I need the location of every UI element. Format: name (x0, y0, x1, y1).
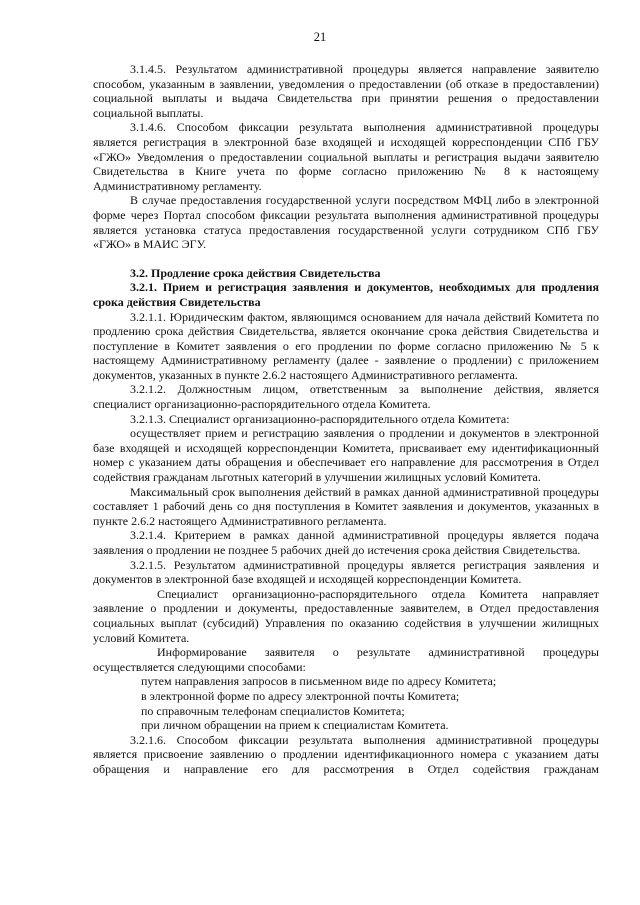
paragraph-3-2-1-6: 3.2.1.6. Способом фиксации результата выполнения административной процедуры является присвоение заявлению о продлении идентификационного номера с указанием даты обращения и направление его для рассмотрения в Отдел содействия гражданам (93, 732, 599, 776)
spacer (93, 252, 599, 266)
paragraph-3-1-4-5: 3.1.4.5. Результатом административной процедуры является направление заявителю способом, указанным в заявлении, уведомления о предоставлении (об отказе в предоставлении) социальной выплаты и выдача Свидетельства при принятии решения о предоставлении социальной выплаты. (93, 62, 599, 120)
page-number: 21 (313, 30, 327, 44)
list-item: путем направления запросов в письменном виде по адресу Комитета; (141, 674, 497, 689)
paragraph-specialist-directs: Специалист организационно-распорядительного отдела Комитета направляет заявление о продлении и документы, предоставленные заявителем, в Отдел предоставления социальных выплат (субсидий) Управления по оказанию содействия в улучшении жилищных условий Комитета. (93, 586, 599, 645)
paragraph-registration: осуществляет прием и регистрацию заявления о продлении и документов в электронной базе входящей и исходящей корреспонденции Комитета, присваивает ему идентификационный номер с указанием даты обращения и обеспечивает его направление для рассмотрения в Отдел содействия гражданам льготных категорий в улучшении жилищных условий Комитета. (93, 426, 599, 485)
paragraph-mfc-fixation: В случае предоставления государственной услуги посредством МФЦ либо в электронной форме через Портал способом фиксации результата выполнения административной процедуры является установка статуса предоставления государственной услуги сотрудником СПб ГБУ «ГЖО» в МАИС ЭГУ. (93, 193, 599, 252)
paragraph-3-2-1-1: 3.2.1.1. Юридическим фактом, являющимся основанием для начала действий Комитета по продлению срока действия Свидетельства, является окончание срока действия Свидетельства и поступление в Комитет заявления о его продлении по форме согласно приложению № 5 к настоящему Административному регламенту (далее - заявление о продлении) с приложением документов, указанных в пункте 2.6.2 настоящего Административного регламента. (93, 309, 599, 382)
document-body (93, 62, 599, 777)
list-item: в электронной форме по адресу электронной почты Комитета; (141, 688, 460, 703)
paragraph-3-1-4-6: 3.1.4.6. Способом фиксации результата выполнения административной процедуры является регистрация в электронной базе входящей и исходящей корреспонденции СПб ГБУ «ГЖО» Уведомления о предоставлении социальной выплаты и регистрация выдачи заявителю Свидетельства в Книге учета по форме согласно приложению № 8 к настоящему Административному регламенту. (93, 120, 599, 193)
list-item: при личном обращении на прием к специалистам Комитета. (141, 718, 449, 733)
paragraph-3-2-1-5: 3.2.1.5. Результатом административной процедуры является регистрация заявления и документов в электронной базе входящей и исходящей корреспонденции Комитета. (93, 557, 599, 587)
list-item: по справочным телефонам специалистов Комитета; (141, 703, 405, 718)
section-heading-3-2: 3.2. Продление срока действия Свидетельства (130, 265, 381, 280)
paragraph-3-2-1-3: 3.2.1.3. Специалист организационно-распорядительного отдела Комитета: (130, 411, 510, 426)
subsection-heading-3-2-1: 3.2.1. Прием и регистрация заявления и документов, необходимых для продления срока действия Свидетельства (93, 280, 599, 309)
paragraph-3-2-1-4: 3.2.1.4. Критерием в рамках данной административной процедуры является подача заявления о продлении не позднее 5 рабочих дней до истечения срока действия Свидетельства. (93, 528, 599, 557)
paragraph-max-term: Максимальный срок выполнения действий в рамках данной административной процедуры составляет 1 рабочий день со дня поступления в Комитет заявления и документов, указанных в пункте 2.6.2 настоящего Административного регламента. (93, 484, 599, 528)
paragraph-informing: Информирование заявителя о результате административной процедуры осуществляется следующими способами: (93, 645, 599, 674)
paragraph-3-2-1-2: 3.2.1.2. Должностным лицом, ответственным за выполнение действия, является специалист организационно-распорядительного отдела Комитета. (93, 382, 599, 412)
